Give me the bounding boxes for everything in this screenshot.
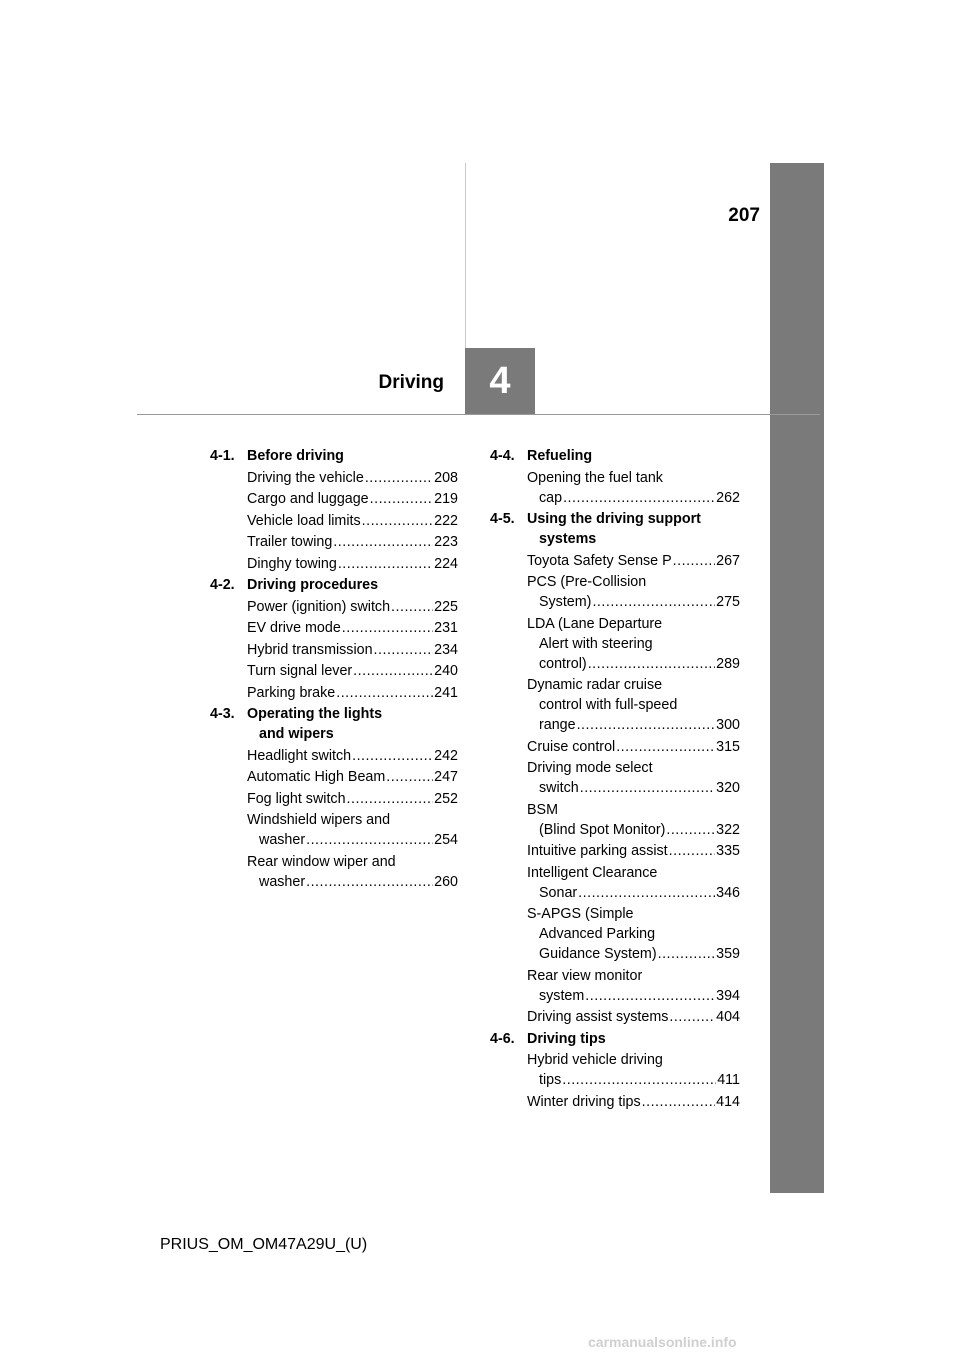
section-title-line: systems bbox=[539, 531, 597, 547]
toc-entry-title: tips bbox=[539, 1072, 562, 1088]
toc-entry-title: Parking brake bbox=[247, 684, 336, 701]
toc-entry-line: BSM bbox=[527, 801, 558, 818]
toc-entry bbox=[247, 511, 458, 531]
toc-entry-row bbox=[247, 872, 458, 892]
leader-dots bbox=[386, 767, 433, 787]
toc-entry-row bbox=[527, 883, 740, 903]
toc-entry bbox=[247, 810, 458, 850]
chapter-side-tab bbox=[770, 163, 824, 1193]
toc-entry-row bbox=[247, 746, 458, 766]
toc-entry-title: Dinghy towing bbox=[247, 555, 337, 572]
toc-entry-title: cap bbox=[539, 489, 563, 506]
toc-entry bbox=[247, 468, 458, 488]
toc-entry bbox=[527, 1050, 740, 1090]
page-number: 207 bbox=[728, 205, 760, 226]
toc-entry-row bbox=[527, 778, 740, 798]
toc-entry-title: Driving the vehicle bbox=[247, 469, 364, 486]
section-title-line: Driving tips bbox=[527, 1030, 606, 1047]
toc-entry-page: 275 bbox=[716, 594, 740, 610]
toc-entry-line: Windshield wipers and bbox=[247, 812, 391, 828]
toc-entry-title: washer bbox=[259, 832, 306, 848]
toc-entry-page: 315 bbox=[716, 738, 740, 755]
toc-entry bbox=[527, 841, 740, 861]
toc-section-heading bbox=[490, 1029, 740, 1049]
toc-entry-page: 241 bbox=[434, 684, 458, 701]
toc-entry bbox=[527, 904, 740, 964]
toc-entry-title: Automatic High Beam bbox=[247, 769, 386, 785]
toc-entry bbox=[247, 683, 458, 703]
toc-entry bbox=[527, 758, 740, 798]
toc-entry-line: Opening the fuel tank bbox=[527, 469, 663, 486]
header-divider-vertical bbox=[465, 163, 466, 348]
toc-entry-title: range bbox=[539, 717, 576, 733]
toc-entry-row bbox=[527, 820, 740, 840]
toc-entry-row bbox=[247, 511, 458, 531]
toc-section-heading bbox=[490, 446, 740, 466]
toc-entry-line: Alert with steering bbox=[539, 635, 653, 652]
toc-entry-row bbox=[527, 944, 740, 964]
toc-entry-line: Rear view monitor bbox=[527, 967, 643, 984]
toc-entry bbox=[527, 863, 740, 903]
toc-entry-page: 262 bbox=[716, 489, 740, 506]
toc-entry-row bbox=[527, 986, 740, 1006]
section-title-line: and wipers bbox=[259, 726, 334, 742]
footer-code: PRIUS_OM_OM47A29U_(U) bbox=[160, 1236, 368, 1253]
toc-entry-page: 247 bbox=[434, 769, 458, 785]
leader-dots bbox=[347, 789, 434, 809]
toc-entry-row bbox=[247, 789, 458, 809]
toc-section-heading bbox=[210, 575, 458, 595]
leader-dots bbox=[616, 737, 715, 757]
toc-entry-title: Driving assist systems bbox=[527, 1009, 669, 1025]
toc-entry bbox=[247, 597, 458, 617]
toc-entry-line: Advanced Parking bbox=[539, 926, 656, 942]
toc-entry bbox=[527, 1092, 740, 1112]
toc-entry-row bbox=[527, 1092, 740, 1112]
toc-entry-row bbox=[527, 592, 740, 612]
leader-dots bbox=[365, 468, 433, 488]
toc-entry-row bbox=[247, 489, 458, 509]
toc-entry-title: switch bbox=[539, 780, 579, 796]
toc-entry-title: system bbox=[539, 987, 585, 1004]
section-title-line: Before driving bbox=[247, 448, 344, 464]
leader-dots bbox=[580, 778, 715, 798]
toc-entry-title: Guidance System) bbox=[539, 946, 657, 962]
toc-entry-row bbox=[527, 841, 740, 861]
leader-dots bbox=[342, 618, 433, 638]
leader-dots bbox=[333, 532, 433, 552]
toc-entry bbox=[247, 554, 458, 574]
toc-entry-row bbox=[527, 654, 740, 674]
leader-dots bbox=[658, 944, 716, 964]
toc-entry bbox=[247, 532, 458, 552]
section-title bbox=[527, 446, 740, 466]
toc-entry bbox=[247, 746, 458, 766]
toc-entry-title: System) bbox=[539, 594, 592, 610]
toc-entry-title: Trailer towing bbox=[247, 534, 333, 550]
toc-section-heading bbox=[210, 704, 458, 744]
toc-entry-row bbox=[527, 551, 740, 571]
toc-entry-page: 254 bbox=[434, 832, 458, 848]
toc-entry-title: Winter driving tips bbox=[527, 1093, 641, 1110]
toc-entry-page: 231 bbox=[434, 620, 458, 636]
toc-entry-row bbox=[247, 661, 458, 681]
toc-entry-title: Sonar bbox=[539, 884, 578, 901]
toc-entry-page: 242 bbox=[434, 747, 458, 764]
toc-entry-page: 404 bbox=[716, 1009, 740, 1025]
toc-entry bbox=[527, 614, 740, 674]
toc-entry-title: Toyota Safety Sense P bbox=[527, 552, 672, 569]
toc-entry-line: Intelligent Clearance bbox=[527, 864, 658, 881]
leader-dots bbox=[374, 640, 434, 660]
toc-entry-line: S-APGS (Simple bbox=[527, 906, 634, 922]
toc-entry bbox=[247, 852, 458, 892]
section-title-line: Operating the lights bbox=[247, 706, 383, 722]
toc-entry-row bbox=[247, 532, 458, 552]
toc-entry-row bbox=[247, 683, 458, 703]
toc-entry-row bbox=[247, 767, 458, 787]
leader-dots bbox=[669, 1007, 715, 1027]
toc-entry-row bbox=[527, 488, 740, 508]
toc-entry bbox=[527, 800, 740, 840]
toc-entry bbox=[247, 640, 458, 660]
leader-dots bbox=[562, 1070, 716, 1090]
leader-dots bbox=[391, 597, 433, 617]
toc-entry-title: Fog light switch bbox=[247, 790, 346, 807]
toc-entry-page: 222 bbox=[434, 512, 458, 529]
toc-entry-page: 234 bbox=[434, 641, 458, 658]
toc-entry bbox=[247, 489, 458, 509]
toc-entry-row bbox=[527, 1070, 740, 1090]
toc-entry-title: Intuitive parking assist bbox=[527, 843, 668, 859]
toc-entry-row bbox=[527, 737, 740, 757]
toc-entry-page: 252 bbox=[434, 790, 458, 807]
toc-entry-line: Rear window wiper and bbox=[247, 853, 396, 870]
toc-entry-page: 394 bbox=[716, 987, 740, 1004]
section-number: 4-1. bbox=[210, 448, 235, 464]
toc-entry-page: 225 bbox=[434, 598, 458, 615]
toc-entry-page: 300 bbox=[716, 717, 740, 733]
leader-dots bbox=[336, 683, 433, 703]
section-title bbox=[527, 1029, 740, 1049]
toc-entry-line: Driving mode select bbox=[527, 760, 653, 776]
toc-entry-line: PCS (Pre-Collision bbox=[527, 574, 647, 590]
toc-entry-page: 260 bbox=[434, 873, 458, 890]
section-number: 4-2. bbox=[210, 577, 235, 593]
toc-entry-title: Hybrid transmission bbox=[247, 641, 373, 658]
toc-entry-line: LDA (Lane Departure bbox=[527, 615, 663, 632]
leader-dots bbox=[370, 489, 434, 509]
leader-dots bbox=[338, 554, 433, 574]
leader-dots bbox=[642, 1092, 716, 1112]
toc-entry-title: EV drive mode bbox=[247, 620, 341, 636]
toc-section-heading bbox=[490, 509, 740, 549]
toc-left-column bbox=[210, 446, 458, 893]
toc-entry-page: 223 bbox=[434, 534, 458, 550]
toc-entry bbox=[247, 618, 458, 638]
watermark: carmanualsonline.info bbox=[588, 1334, 737, 1350]
leader-dots bbox=[588, 654, 715, 674]
section-title bbox=[247, 704, 458, 744]
section-number: 4-5. bbox=[490, 511, 515, 527]
toc-entry-line: control with full-speed bbox=[539, 697, 678, 713]
toc-entry-title: control) bbox=[539, 655, 587, 672]
section-title-line: Driving procedures bbox=[247, 577, 379, 593]
section-title-line: Using the driving support bbox=[527, 511, 701, 527]
toc-right-column bbox=[490, 446, 740, 1113]
toc-entry-page: 335 bbox=[716, 843, 740, 859]
toc-entry-title: Vehicle load limits bbox=[247, 512, 361, 529]
toc-entry bbox=[527, 966, 740, 1006]
toc-entry-row bbox=[247, 640, 458, 660]
toc-entry-page: 219 bbox=[434, 491, 458, 507]
leader-dots bbox=[666, 820, 715, 840]
toc-entry-line: Hybrid vehicle driving bbox=[527, 1052, 663, 1068]
section-number: 4-4. bbox=[490, 448, 515, 464]
toc-entry-row bbox=[527, 1007, 740, 1027]
toc-entry bbox=[247, 767, 458, 787]
leader-dots bbox=[577, 715, 716, 735]
toc-entry bbox=[527, 572, 740, 612]
toc-entry-title: Power (ignition) switch bbox=[247, 598, 391, 615]
toc-entry-page: 240 bbox=[434, 663, 458, 679]
toc-entry bbox=[527, 468, 740, 508]
leader-dots bbox=[673, 551, 715, 571]
toc-entry-title: Turn signal lever bbox=[247, 663, 353, 679]
header-divider-horizontal bbox=[137, 414, 820, 415]
section-number: 4-3. bbox=[210, 706, 235, 722]
section-title bbox=[247, 575, 458, 595]
toc-entry-page: 346 bbox=[716, 884, 740, 901]
toc-entry-line: Dynamic radar cruise bbox=[527, 677, 663, 693]
chapter-title: Driving bbox=[378, 372, 444, 393]
toc-entry-title: washer bbox=[259, 873, 306, 890]
toc-entry bbox=[527, 551, 740, 571]
toc-entry-row bbox=[527, 715, 740, 735]
toc-entry bbox=[527, 675, 740, 735]
toc-entry-page: 359 bbox=[716, 946, 740, 962]
toc-entry-title: Cargo and luggage bbox=[247, 491, 369, 507]
leader-dots bbox=[352, 746, 433, 766]
leader-dots bbox=[306, 830, 433, 850]
toc-entry-page: 289 bbox=[716, 655, 740, 672]
chapter-number: 4 bbox=[489, 359, 511, 402]
toc-entry-row bbox=[247, 597, 458, 617]
toc-entry-title: Headlight switch bbox=[247, 747, 352, 764]
section-title-line: Refueling bbox=[527, 448, 593, 464]
section-title bbox=[247, 446, 458, 466]
leader-dots bbox=[362, 511, 434, 531]
toc-section-heading bbox=[210, 446, 458, 466]
toc-entry-page: 411 bbox=[717, 1072, 740, 1088]
section-title bbox=[527, 509, 740, 549]
leader-dots bbox=[669, 841, 715, 861]
toc-entry bbox=[247, 789, 458, 809]
toc-entry-title: (Blind Spot Monitor) bbox=[539, 821, 666, 838]
toc-entry bbox=[247, 661, 458, 681]
leader-dots bbox=[585, 986, 715, 1006]
leader-dots bbox=[306, 872, 433, 892]
toc-entry-page: 320 bbox=[716, 780, 740, 796]
leader-dots bbox=[563, 488, 715, 508]
toc-entry-page: 267 bbox=[716, 552, 740, 569]
chapter-number-box bbox=[465, 348, 535, 414]
toc-entry-row bbox=[247, 618, 458, 638]
section-number: 4-6. bbox=[490, 1030, 515, 1047]
toc-entry-row bbox=[247, 468, 458, 488]
toc-entry-row bbox=[247, 554, 458, 574]
toc-entry-page: 208 bbox=[434, 469, 458, 486]
toc-entry-row bbox=[247, 830, 458, 850]
toc-entry bbox=[527, 737, 740, 757]
toc-entry-title: Cruise control bbox=[527, 738, 616, 755]
leader-dots bbox=[592, 592, 715, 612]
toc-entry-page: 414 bbox=[716, 1093, 740, 1110]
leader-dots bbox=[578, 883, 715, 903]
leader-dots bbox=[353, 661, 433, 681]
toc-entry bbox=[527, 1007, 740, 1027]
toc-entry-page: 224 bbox=[434, 555, 458, 572]
toc-entry-page: 322 bbox=[716, 821, 740, 838]
